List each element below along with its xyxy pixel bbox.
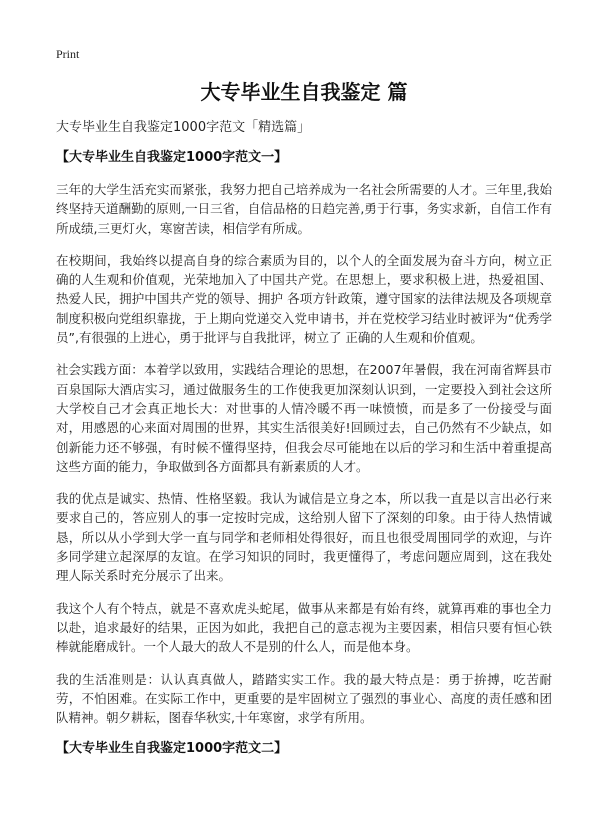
paragraph-1: 三年的大学生活充实而紧张，我努力把自己培养成为一名社会所需要的人才。三年里,我始终坚持天道酬勤的原则,一日三省，自信品格的日趋完善,勇于行事，务实求新，自信工作有所成绩,三更灯火，寒窗苦读，相信学有所成。 — [56, 182, 552, 236]
paragraph-5: 我这个人有个特点，就是不喜欢虎头蛇尾，做事从来都是有始有终，就算再难的事也全力以赴，追求最好的结果，正因为如此，我把自己的意志视为主要因素，相信只要有恒心铁棒就能磨成针。一个人最大的敌人不是别的什么人，而是他本身。 — [56, 600, 552, 655]
section-heading-2: 【大专毕业生自我鉴定1000字范文二】 — [56, 741, 288, 757]
section-heading-1: 【大专毕业生自我鉴定1000字范文一】 — [56, 150, 288, 165]
paragraph-6: 我的生活准则是：认认真真做人，踏踏实实工作。我的最大特点是：勇于拚搏，吃苦耐劳，不怕困难。在实际工作中，更重要的是牢固树立了强烈的事业心、高度的责任感和团队精神。朝夕耕耘，图春华秋实,十年寒窗，求学有所用。 — [56, 671, 552, 726]
paragraph-3: 社会实践方面：本着学以致用，实践结合理论的思想，在2007年暑假，我在河南省辉县市百泉国际大酒店实习，通过做服务生的工作使我更加深刻认识到，一定要投入到社会这所大学校自己才会真正地长大：对世事的人情冷暖不再一味愤愤，而是多了一份接受与面对，用感恩的心来面对周围的世界，其实生活很美好!回顾过去，自己仍然有不少缺点，如创新能力还不够强，有时候不懂得坚持，但我会尽可能地在以后的学习和生活中着重提高这些方面的能力，争取做到各方面都具有新素质的人才。 — [56, 362, 552, 474]
document-subtitle: 大专毕业生自我鉴定1000字范文「精选篇」 — [56, 120, 311, 135]
paragraph-2: 在校期间，我始终以提高自身的综合素质为目的，以个人的全面发展为奋斗方向，树立正确的人生观和价值观，光荣地加入了中国共产党。在思想上，要求积极上进，热爱祖国、热爱人民，拥护中国共产党的领导、拥护 各项方针政策，遵守国家的法律法规及各项规章制度积极向党组织靠拢，于上期向党递交入党申请书，并在党校学习结业时被评为“优秀学员”,有很强的上进心，勇于批评与自我批评，树立了 正确的人生观和价值观。 — [56, 252, 552, 346]
paragraph-4: 我的优点是诚实、热情、性格坚毅。我认为诚信是立身之本，所以我一直是以言出必行来要求自己的，答应别人的事一定按时完成，这给别人留下了深刻的印象。由于待人热情诚恳，所以从小学到大学一直与同学和老师相处得很好，而且也很受周围同学的欢迎，与许多同学建立起深厚的友谊。在学习知识的同时，我更懂得了，考虑问题应周到，这在我处理人际关系时充分展示了出来。 — [56, 491, 552, 584]
document-title: 大专毕业生自我鉴定 篇 — [200, 80, 408, 104]
print-link[interactable]: Print — [56, 47, 80, 61]
